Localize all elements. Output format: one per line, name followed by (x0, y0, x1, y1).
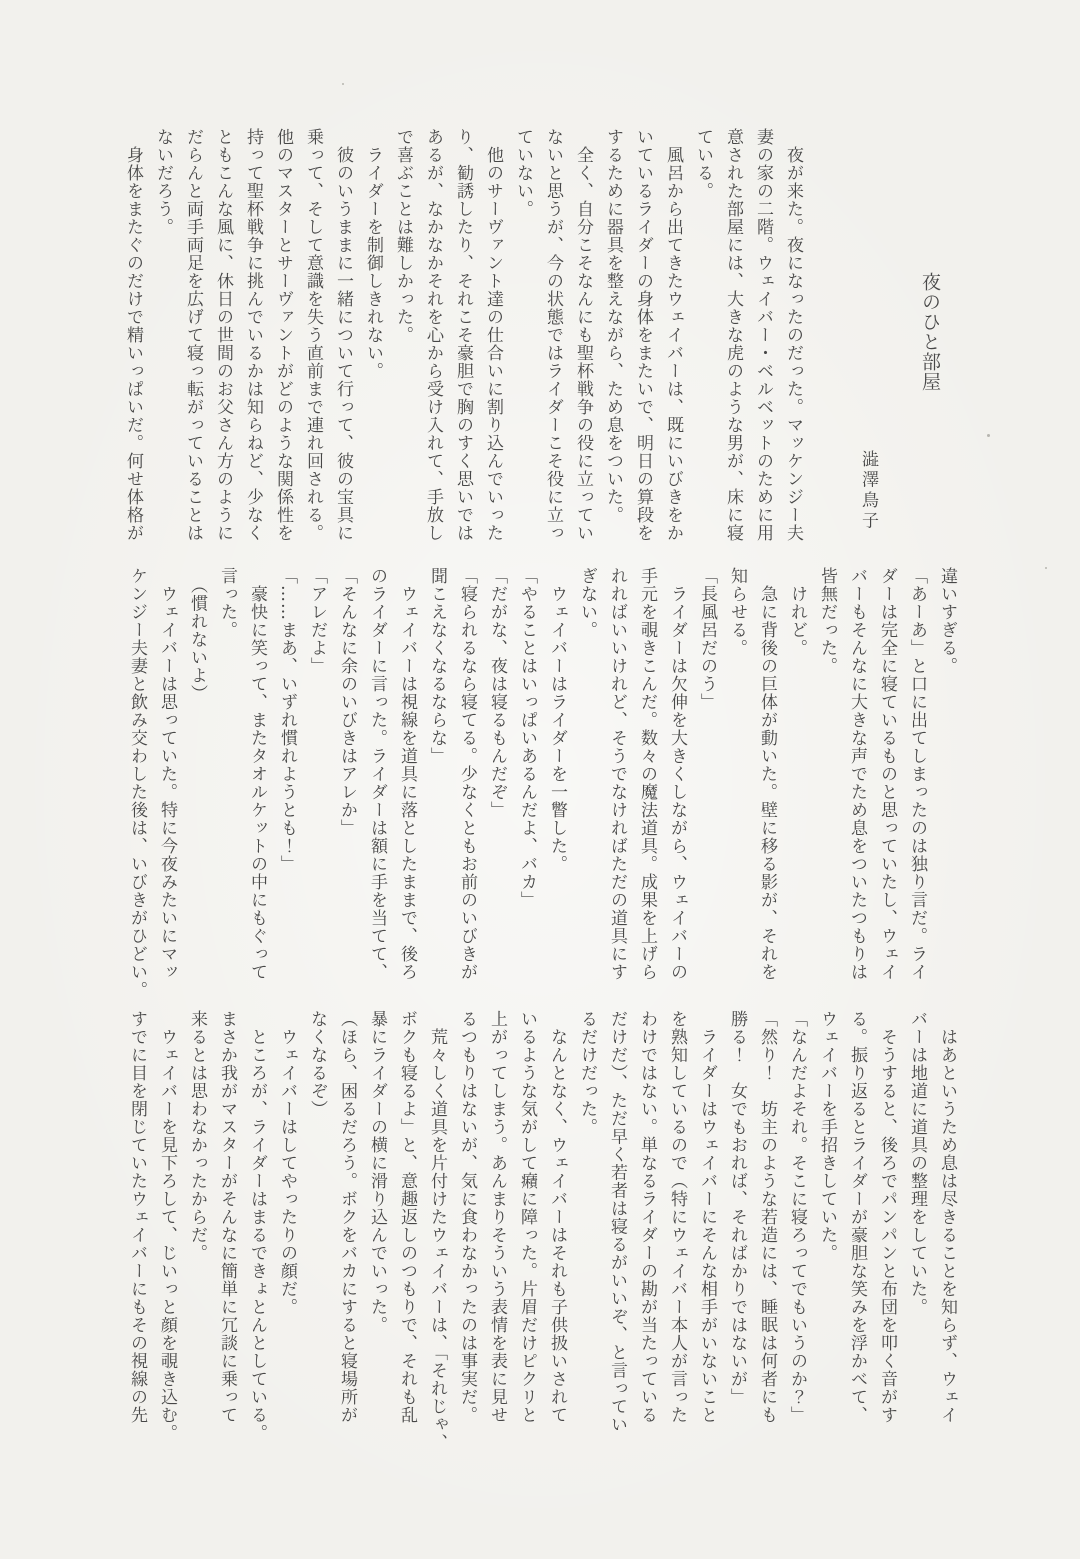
text-column: ウェイバーを手招きしていた。 (817, 1010, 837, 1262)
text-column: る。振り返るとライダーが豪胆な笑みを浮かべて、 (847, 1010, 867, 1424)
text-column: 「やることはいっぱいあるんだよ、バカ」 (517, 567, 537, 909)
text-column: なくなるぞ） (307, 1010, 327, 1118)
text-column: れればいいけれど、そうでなければただの道具にす (607, 567, 627, 981)
text-band-top (118, 128, 808, 580)
text-column: ボクも寝るよ」と、意趣返しのつもりで、それも乱 (397, 1010, 417, 1424)
text-column: 他のマスターとサーヴァントがどのような関係性を (273, 128, 293, 542)
text-column: ウェイバーはしてやったりの顔だ。 (277, 1010, 297, 1316)
text-column: 「あーあ」と口に出てしまったのは独り言だ。ライ (907, 567, 927, 981)
text-column: り、勧誘したり、それこそ豪胆で胸のすく思いでは (453, 128, 473, 542)
text-column: 「だがな、夜は寝るもんだぞ」 (487, 567, 507, 819)
text-column: ていない。 (513, 128, 533, 218)
text-column: で喜ぶことは難しかった。 (393, 128, 413, 344)
text-column: のライダーに言った。ライダーは額に手を当てて、 (367, 567, 387, 981)
text-column: 夜が来た。夜になったのだった。マッケンジー夫 (783, 128, 803, 542)
text-column: （慣れないよ） (187, 567, 207, 703)
text-column: 言った。 (217, 567, 237, 639)
text-column: ライダーを制御しきれない。 (363, 128, 383, 380)
text-column: 意された部屋には、大きな虎のような男が、床に寝 (723, 128, 743, 542)
scan-speck (342, 83, 344, 85)
text-column: 風呂から出てきたウェイバーは、既にいびきをか (663, 128, 683, 542)
text-column: はあというため息は尽きることを知らず、ウェイ (937, 1010, 957, 1424)
text-column: ライダーは欠伸を大きくしながら、ウェイバーの (667, 567, 687, 981)
text-column: 「アレだよ」 (307, 567, 327, 675)
text-column: バーもそんなに大きな声でため息をついたつもりは (847, 567, 867, 981)
text-column: そうすると、後ろでパンパンと布団を叩く音がす (877, 1010, 897, 1424)
text-band-bottom (122, 1010, 962, 1476)
text-column: バーは地道に道具の整理をしていた。 (907, 1010, 927, 1316)
text-column: 荒々しく道具を片付けたウェイバーは、「それじゃ、 (427, 1010, 447, 1452)
text-column: まさか我がマスターがそんなに簡単に冗談に乗って (217, 1010, 237, 1424)
text-column: 「長風呂だのう」 (697, 567, 717, 711)
text-column: るつもりはないが、気に食わなかったのは事実だ。 (457, 1010, 477, 1424)
text-column: いるような気がして癪に障った。片眉だけピクリと (517, 1010, 537, 1424)
text-column: ウェイバーは思っていた。特に今夜みたいにマッ (157, 567, 177, 981)
text-column: 来るとは思わなかったからだ。 (187, 1010, 207, 1262)
text-column: 身体をまたぐのだけで精いっぱいだ。何せ体格が (123, 128, 143, 542)
text-column: すでに目を閉じていたウェイバーにもその視線の先 (127, 1010, 147, 1424)
text-column: だらんと両手両足を広げて寝っ転がっていることは (183, 128, 203, 542)
text-column: 妻の家の二階。ウェイバー・ベルベットのために用 (753, 128, 773, 542)
text-column: ぎない。 (577, 567, 597, 639)
text-column: するために器具を整えながら、ため息をついた。 (603, 128, 623, 524)
text-column: なんとなく、ウェイバーはそれも子供扱いされて (547, 1010, 567, 1424)
text-column: ないだろう。 (153, 128, 173, 236)
text-column: 持って聖杯戦争に挑んでいるかは知らねど、少なく (243, 128, 263, 542)
text-column: 聞こえなくなるならな」 (427, 567, 447, 765)
text-column: 他のサーヴァント達の仕合いに割り込んでいった (483, 128, 503, 542)
text-column: ないと思うが、今の状態ではライダーこそ役に立っ (543, 128, 563, 542)
text-column: ともこんな風に、休日の世間のお父さん方のように (213, 128, 233, 542)
text-column: あるが、なかなかそれを心から受け入れて、手放し (423, 128, 443, 542)
text-column: 急に背後の巨体が動いた。壁に移る影が、それを (757, 567, 777, 981)
text-column: ところが、ライダーはまるできょとんとしている。 (247, 1010, 267, 1442)
text-band-middle (122, 567, 962, 1019)
page-title: 夜のひと部屋 (919, 272, 941, 392)
scan-speck (1045, 567, 1047, 569)
text-column: いているライダーの身体をまたいで、明日の算段を (633, 128, 653, 542)
text-column: わけではない。単なるライダーの勘が当たっている (637, 1010, 657, 1424)
text-column: ウェイバーはライダーを一瞥した。 (547, 567, 567, 873)
text-column: を熟知しているので（特にウェイバー本人が言った (667, 1010, 687, 1424)
text-column: ダーは完全に寝ているものと思っていたし、ウェイ (877, 567, 897, 981)
text-column: 豪快に笑って、またタオルケットの中にもぐって (247, 567, 267, 981)
text-column: 「寝られるなら寝てる。少なくともお前のいびきが (457, 567, 477, 981)
text-column: 「……まあ、いずれ慣れようとも！」 (277, 567, 297, 873)
text-column: 全く、自分こそなんにも聖杯戦争の役に立ってい (573, 128, 593, 542)
text-column: 手元を覗きこんだ。数々の魔法道具。成果を上げら (637, 567, 657, 981)
text-column: ケンジー夫妻と飲み交わした後は、いびきがひどい。 (127, 567, 147, 999)
text-column: 「そんなに余のいびきはアレか」 (337, 567, 357, 837)
text-column: 違いすぎる。 (937, 567, 957, 675)
text-column: 「なんだよそれ。そこに寝ろってでもいうのか？」 (787, 1010, 807, 1424)
text-column: るだけだった。 (577, 1010, 597, 1136)
text-column: けれど。 (787, 567, 807, 657)
text-column: 「然り！ 坊主のような若造には、睡眠は何者にも (757, 1010, 777, 1424)
text-column: 暴にライダーの横に滑り込んでいった。 (367, 1010, 387, 1334)
author-name: 澁澤鳥子 (858, 450, 878, 532)
text-column: 勝る！ 女でもおれば、そればかりではないが」 (727, 1010, 747, 1406)
text-column: 上がってしまう。あんまりそういう表情を表に見せ (487, 1010, 507, 1424)
text-column: 乗って、そして意識を失う直前まで連れ回される。 (303, 128, 323, 542)
scan-speck (987, 434, 990, 437)
text-column: ウェイバーを見下ろして、じいっと顔を覗き込む。 (157, 1010, 177, 1442)
text-column: 彼のいうままに一緒について行って、彼の宝具に (333, 128, 353, 542)
text-column: 皆無だった。 (817, 567, 837, 675)
text-column: （ほら、困るだろう。ボクをバカにすると寝場所が (337, 1010, 357, 1424)
text-column: だけだ）、ただ早く若者は寝るがいいぞ、と言ってい (607, 1010, 627, 1434)
text-column: ウェイバーは視線を道具に落としたままで、後ろ (397, 567, 417, 981)
text-column: ている。 (693, 128, 713, 200)
text-column: ライダーはウェイバーにそんな相手がいないこと (697, 1010, 717, 1424)
text-column: 知らせる。 (727, 567, 747, 657)
